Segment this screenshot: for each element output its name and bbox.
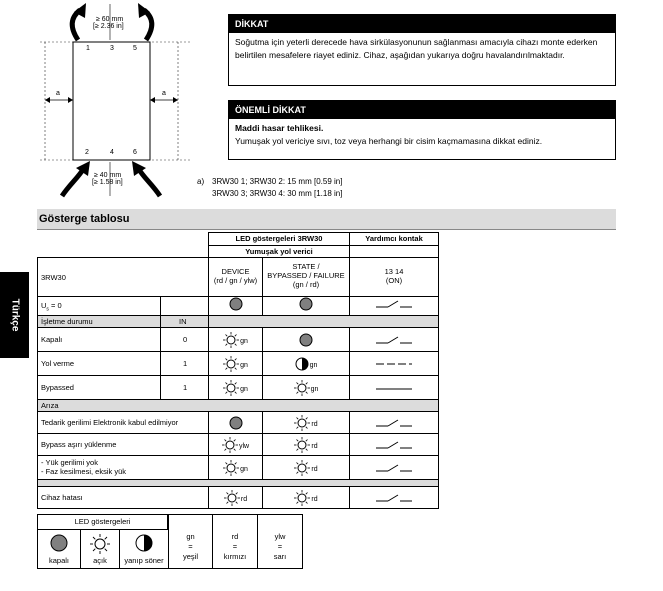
- terminal-label: 4: [110, 149, 114, 156]
- legend-code: rd: [231, 532, 239, 541]
- hdr-aux: Yardımcı kontak: [349, 232, 439, 246]
- legend-blink: [119, 529, 169, 569]
- led-on-icon: [294, 460, 310, 478]
- led-on-icon: [294, 490, 310, 508]
- led-on-icon: [224, 490, 240, 508]
- contact-open-icon: [374, 461, 414, 477]
- col-aux-label: 13 14: [384, 267, 404, 276]
- fault-row-aux: [349, 411, 439, 434]
- row-state: [262, 351, 350, 376]
- led-color-code: gn: [240, 361, 248, 369]
- led-color-code: gn: [240, 465, 248, 473]
- fault-row-device: [208, 455, 263, 480]
- col-device: [208, 257, 263, 297]
- led-off-icon: [299, 297, 313, 313]
- led-on-icon: [222, 437, 238, 455]
- led-color-code: gn: [240, 385, 248, 393]
- col-device-sub: (rd / gn / ylw): [213, 276, 258, 285]
- legend-color-name: kırmızı: [223, 552, 247, 561]
- col-aux: [349, 257, 439, 297]
- language-tab: [0, 272, 29, 358]
- warning-title: ÖNEMLİ DİKKAT: [229, 101, 615, 119]
- led-blink-icon: [295, 357, 309, 373]
- fault-header: Arıza: [37, 399, 439, 412]
- note-line-1: 3RW30 1; 3RW30 2: 15 mm [0.59 in]: [212, 177, 343, 186]
- led-on-icon: [223, 356, 239, 374]
- product-cell: 3RW30: [37, 257, 209, 297]
- warning-subtitle: Maddi hasar tehlikesi.: [235, 123, 324, 133]
- warning-box-important: [228, 100, 616, 160]
- led-on-icon: [294, 437, 310, 455]
- led-color-code: rd: [311, 495, 318, 503]
- side-dim-label-left: a: [56, 90, 60, 97]
- us-state: [262, 296, 350, 316]
- row-in: 1: [160, 375, 209, 400]
- led-on-icon: [223, 460, 239, 478]
- col-state: [262, 257, 350, 297]
- contact-open-icon: [374, 297, 414, 313]
- us-device: [208, 296, 263, 316]
- language-tab-label: Türkçe: [9, 298, 20, 332]
- warning-box-caution: [228, 14, 616, 86]
- col-state-label: STATE /: [292, 262, 320, 271]
- row-label: Kapalı: [37, 327, 161, 352]
- row-device: [208, 375, 263, 400]
- row-in: 0: [160, 327, 209, 352]
- contact-open-icon: [374, 333, 414, 349]
- led-on-icon: [90, 534, 110, 556]
- row-device: [208, 351, 263, 376]
- fault-row-label: Tedarik gerilimi Elektronik kabul edilmiyor: [37, 411, 209, 434]
- in-header: IN: [160, 315, 209, 328]
- row-state: [262, 375, 350, 400]
- row-aux: [349, 327, 439, 352]
- col-device-label: DEVICE: [221, 267, 250, 276]
- us-aux: [349, 296, 439, 316]
- top-dim-in-label: [≥ 2.36 in]: [93, 23, 124, 30]
- us-subscript: s: [46, 306, 49, 313]
- led-off-icon: [229, 297, 243, 313]
- fault-row-state: [262, 411, 350, 434]
- fault-row-label-line: - Yük gerilimi yok: [41, 458, 98, 467]
- col-state-label2: BYPASSED / FAILURE: [267, 271, 345, 280]
- note-line-2: 3RW30 3; 3RW30 4: 30 mm [1.18 in]: [212, 189, 343, 198]
- led-color-code: rd: [311, 420, 318, 428]
- us-value: = 0: [51, 301, 62, 310]
- fault-row-state: [262, 433, 350, 456]
- led-on-icon: [223, 380, 239, 398]
- row-label: Bypassed: [37, 375, 161, 400]
- fault-row-state: [262, 455, 350, 480]
- fault-row-aux: [349, 455, 439, 480]
- legend-red: [212, 514, 258, 569]
- led-off-icon: [299, 333, 313, 349]
- led-color-code: rd: [311, 442, 318, 450]
- legend-on-label: açık: [93, 556, 107, 565]
- col-state-sub: (gn / rd): [292, 280, 320, 289]
- legend-yellow: [257, 514, 303, 569]
- section-header: [37, 209, 616, 230]
- led-off-icon: [229, 416, 243, 432]
- legend-title: LED göstergeleri: [37, 514, 168, 530]
- row-state: [262, 327, 350, 352]
- row-in: 1: [160, 351, 209, 376]
- fault-row-label: Bypass aşırı yüklenme: [37, 433, 209, 456]
- row-aux: [349, 375, 439, 400]
- led-color-code: ylw: [238, 442, 250, 450]
- warning-title: DİKKAT: [229, 15, 615, 33]
- terminal-label: 5: [133, 45, 137, 52]
- top-dim-label: ≥ 60 mm: [96, 16, 124, 23]
- terminal-label: 1: [86, 45, 90, 52]
- warning-body: Yumuşak yol vericiye sıvı, toz veya herhangi bir cisim kaçmamasına dikkat ediniz.: [235, 136, 543, 146]
- us-label-cell: [37, 296, 161, 316]
- section-title: Gösterge tablosu: [39, 213, 130, 225]
- led-blink-icon: [135, 534, 153, 554]
- col-aux-sub: (ON): [385, 276, 403, 285]
- legend-green: [168, 514, 213, 569]
- contact-open-icon: [374, 491, 414, 507]
- led-color-code: rd: [240, 495, 248, 503]
- row-aux: [349, 351, 439, 376]
- device-error-state: [262, 486, 350, 509]
- warning-body: Soğutma için yeterli derecede hava sirkülasyonunun sağlanması amacıyla cihazı monte ederken belirtilen mesafelere riayet ediniz. Cihaz, aşağıdan yukarıya doğru havalandırılmaktadır.: [235, 37, 598, 60]
- side-dim-label-right: a: [162, 90, 166, 97]
- led-color-code: rd: [311, 465, 318, 473]
- device-error-label: Cihaz hatası: [37, 486, 209, 509]
- led-on-icon: [294, 415, 310, 433]
- legend-eq: =: [188, 542, 193, 551]
- legend-code: gn: [186, 532, 195, 541]
- legend-color-name: yeşil: [182, 552, 198, 561]
- fault-row-device: [208, 411, 263, 434]
- legend-color-name: sarı: [273, 552, 287, 561]
- legend-eq: =: [232, 542, 238, 551]
- device-error-device: [208, 486, 263, 509]
- legend-eq: =: [277, 542, 283, 551]
- legend-code: ylw: [274, 532, 286, 541]
- row-device: [208, 327, 263, 352]
- row-label: Yol verme: [37, 351, 161, 376]
- fault-row-label: [37, 455, 209, 480]
- hdr-soft: Yumuşak yol verici: [208, 245, 350, 258]
- terminal-label: 3: [110, 45, 114, 52]
- us-symbol: U: [41, 301, 47, 310]
- contact-open-icon: [374, 438, 414, 454]
- contact-open-icon: [374, 416, 414, 432]
- legend-off: [37, 529, 81, 569]
- terminal-label: 6: [133, 149, 137, 156]
- fault-row-device: [208, 433, 263, 456]
- op-state-header: İşletme durumu: [37, 315, 161, 328]
- led-on-icon: [294, 380, 310, 398]
- terminal-label: 2: [85, 149, 89, 156]
- led-color-code: gn: [309, 361, 318, 369]
- fault-row-aux: [349, 433, 439, 456]
- bottom-dim-label: ≥ 40 mm: [94, 172, 122, 179]
- led-color-code: gn: [310, 385, 319, 393]
- legend-on: [80, 529, 120, 569]
- bottom-dim-in-label: [≥ 1.58 in]: [92, 179, 123, 186]
- us-in-cell: [160, 296, 209, 316]
- contact-closed-icon: [374, 381, 414, 397]
- hdr-led: LED göstergeleri 3RW30: [208, 232, 350, 246]
- note-label: a): [197, 177, 205, 186]
- led-color-code: gn: [240, 337, 248, 345]
- legend-blink-label: yanıp söner: [124, 556, 164, 565]
- led-off-icon: [50, 534, 68, 554]
- legend-off-label: kapalı: [48, 556, 69, 565]
- contact-dashed-icon: [374, 357, 414, 373]
- led-on-icon: [223, 332, 239, 350]
- device-error-aux: [349, 486, 439, 509]
- fault-row-label-line: - Faz kesilmesi, eksik yük: [41, 467, 127, 476]
